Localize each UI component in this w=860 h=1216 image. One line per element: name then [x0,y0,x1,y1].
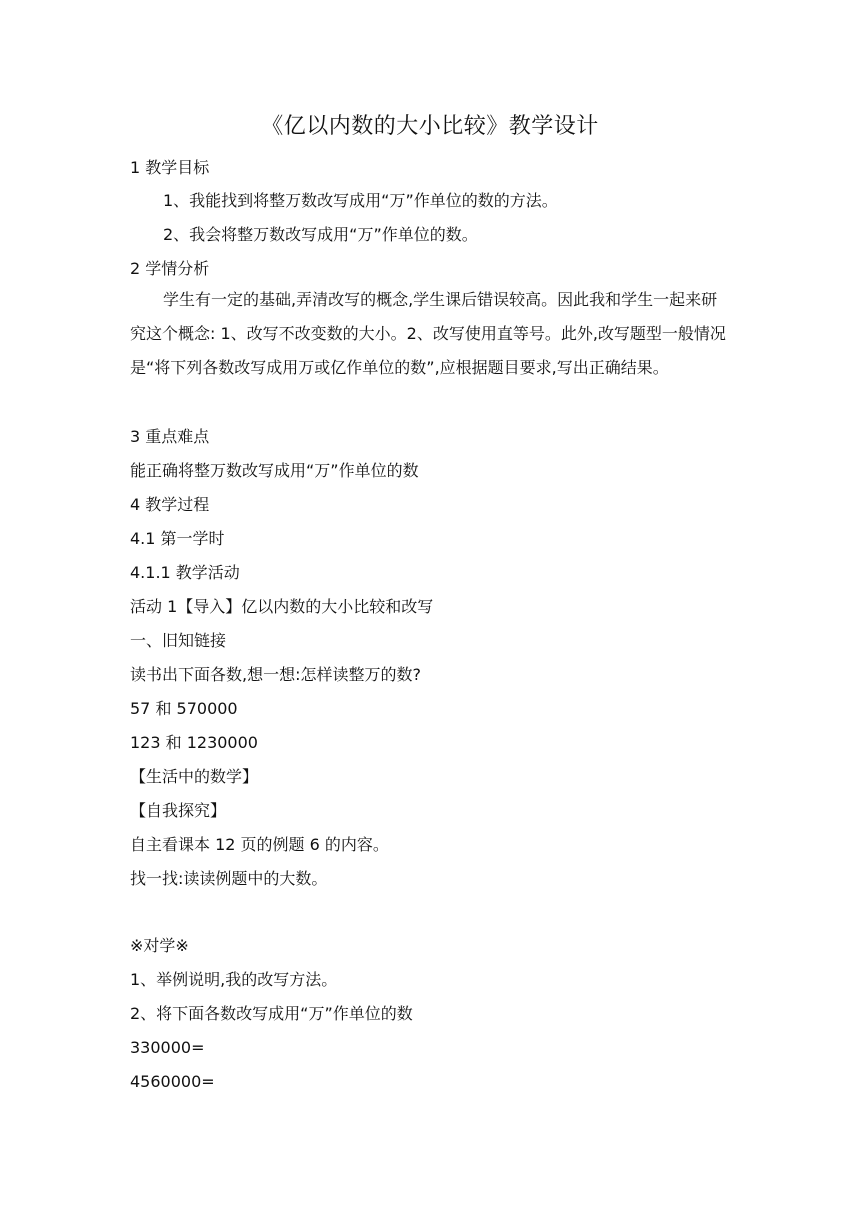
goals-heading: 1 教学目标 [130,158,210,177]
document-title: 《亿以内数的大小比较》教学设计 [261,114,599,139]
analysis-heading: 2 学情分析 [130,259,210,278]
activity-1: 活动 1【导入】亿以内数的大小比较和改写 [130,597,434,616]
number-pair-2: 123 和 1230000 [130,733,258,752]
self-read-text: 自主看课本 12 页的例题 6 的内容。 [130,835,389,854]
life-math-heading: 【生活中的数学】 [130,767,259,786]
analysis-paragraph [130,283,730,385]
lesson-heading: 4.1 第一学时 [130,529,225,548]
goal-item-1: 1、我能找到将整万数改写成用“万”作单位的数的方法。 [163,191,558,210]
analysis-text: 学生有一定的基础,弄清改写的概念,学生课后错误较高。因此我和学生一起来研究这个概念: 1、改写不改变数的大小。2、改写使用直等号。此外,改写题型一般情况是“将下列各数改写成用万或亿作单位的数”,应根据题目要求,写出正确结果。 [130,290,726,377]
process-heading: 4 教学过程 [130,495,210,514]
exercise-2: 4560000= [130,1072,215,1091]
self-explore-heading: 【自我探究】 [130,801,227,820]
pair-study-heading: ※对学※ [130,936,189,955]
difficulty-heading: 3 重点难点 [130,427,210,446]
exercise-1: 330000= [130,1038,205,1057]
number-pair-1: 57 和 570000 [130,699,238,718]
review-prompt: 读书出下面各数,想一想:怎样读整万的数? [130,665,421,684]
difficulty-text: 能正确将整万数改写成用“万”作单位的数 [130,461,419,480]
task-1: 1、举例说明,我的改写方法。 [130,970,338,989]
goal-item-2: 2、我会将整万数改写成用“万”作单位的数。 [163,225,478,244]
find-task-text: 找一找:读读例题中的大数。 [130,869,328,888]
task-2: 2、将下面各数改写成用“万”作单位的数 [130,1004,413,1023]
review-heading: 一、旧知链接 [130,631,227,650]
activity-heading: 4.1.1 教学活动 [130,563,240,582]
